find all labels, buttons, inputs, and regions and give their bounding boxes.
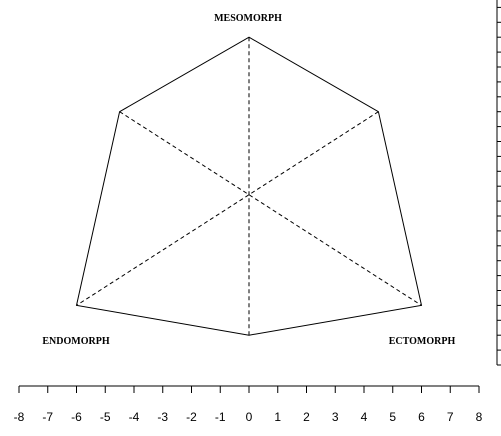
x-tick-label: -6 (71, 410, 82, 424)
x-tick-label: 6 (418, 410, 425, 424)
x-tick-label: -8 (13, 410, 25, 424)
x-tick-label: -1 (214, 410, 226, 424)
x-tick-label: 1 (274, 410, 282, 424)
x-tick-label: -3 (157, 410, 169, 424)
ectomorph-label: ECTOMORPH (388, 336, 456, 347)
x-tick-label: 5 (389, 410, 397, 424)
x-tick-label: -4 (128, 410, 140, 424)
dashed-line-2 (120, 112, 422, 306)
x-tick-label: 3 (331, 410, 339, 424)
endomorph-label: ENDOMORPH (42, 336, 110, 347)
x-tick-label: 7 (446, 410, 454, 424)
x-tick-label: -2 (186, 410, 197, 424)
x-tick-label: 2 (303, 410, 310, 424)
mesomorph-label: MESOMORPH (214, 13, 282, 24)
dashed-line-3 (77, 112, 379, 306)
x-tick-label: 0 (245, 410, 253, 424)
y-axis (497, 0, 501, 365)
x-tick-label: -7 (42, 410, 54, 424)
x-tick-label: 4 (360, 410, 368, 424)
x-axis (14, 386, 483, 424)
x-tick-label: -5 (99, 410, 111, 424)
x-tick-label: 8 (475, 410, 483, 424)
somatochart-axes-dashed (77, 37, 422, 335)
